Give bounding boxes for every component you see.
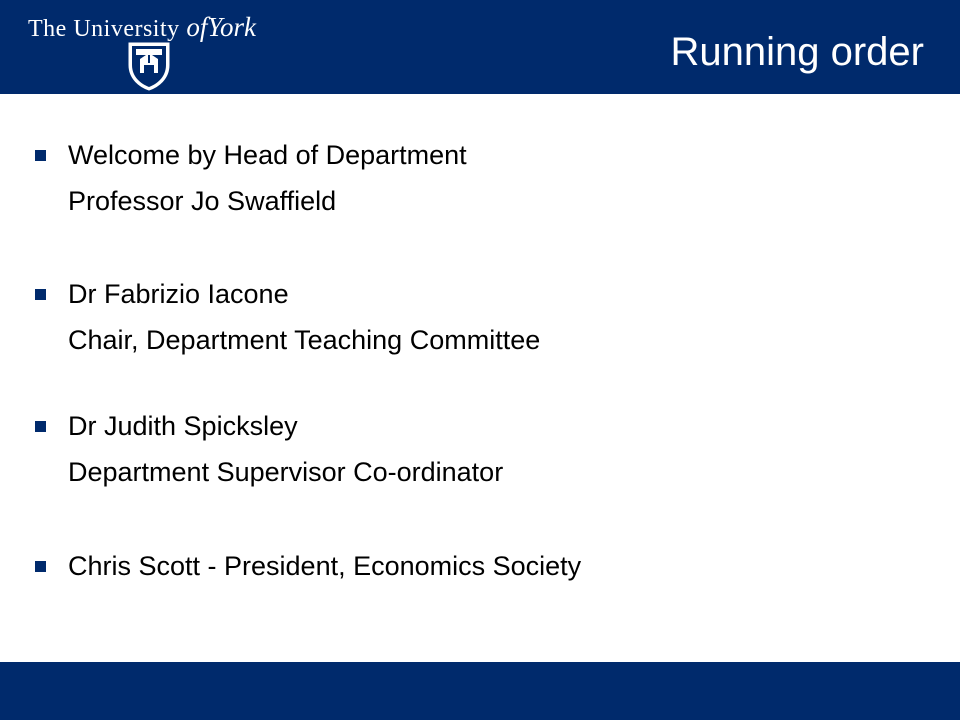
wordmark-of: of	[186, 12, 208, 42]
item-subtitle: Department Supervisor Co-ordinator	[68, 457, 504, 487]
item-heading: Dr Judith Spicksley	[68, 411, 298, 441]
item-subtitle: Chair, Department Teaching Committee	[68, 325, 541, 355]
wordmark-york: York	[207, 12, 256, 42]
item-heading: Welcome by Head of Department	[68, 140, 467, 170]
slide-title: Running order	[670, 30, 924, 74]
item-heading: Dr Fabrizio Iacone	[68, 279, 289, 309]
footer-bar	[0, 662, 960, 720]
header-bar	[0, 0, 960, 94]
wordmark-university: The University	[28, 16, 180, 42]
item-subtitle: Professor Jo Swaffield	[68, 186, 337, 216]
square-bullet-icon	[35, 421, 46, 432]
item-heading: Chris Scott - President, Economics Society	[68, 551, 582, 581]
running-order-list	[0, 94, 960, 662]
square-bullet-icon	[35, 561, 46, 572]
university-crest-icon	[127, 41, 171, 91]
square-bullet-icon	[35, 150, 46, 161]
square-bullet-icon	[35, 289, 46, 300]
university-logo-wordmark	[28, 10, 256, 44]
